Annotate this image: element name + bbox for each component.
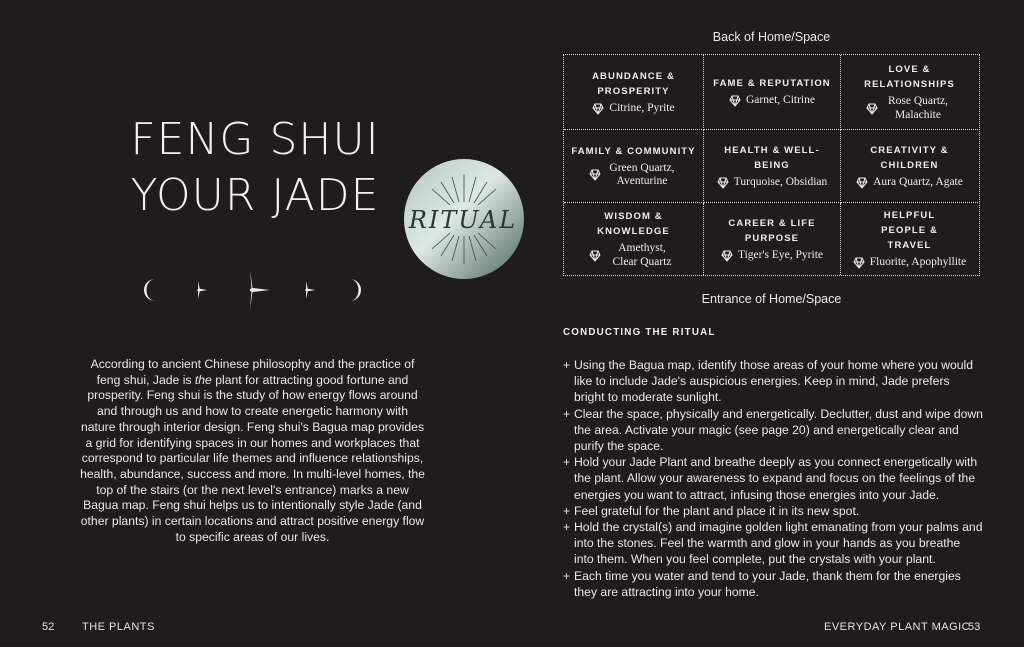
crystal-icon [853, 257, 865, 269]
page-number-left: 52 [42, 621, 55, 633]
bullet-plus-icon: + [563, 358, 571, 372]
title-line-2: YOUR JADE [130, 170, 380, 221]
bagua-cell [704, 203, 841, 275]
running-head-left: THE PLANTS [82, 621, 155, 633]
bagua-cell-title: HEALTH & WELL-BEING [724, 144, 820, 171]
bagua-map [563, 54, 980, 276]
celestial-ornament [140, 268, 365, 312]
bagua-bottom-caption: Entrance of Home/Space [701, 292, 842, 306]
bullet-plus-icon: + [563, 503, 571, 518]
bagua-cell-title: HELPFUL PEOPLE & TRAVEL [881, 210, 938, 252]
list-item [563, 519, 983, 568]
running-head-right: EVERYDAY PLANT MAGIC [824, 621, 971, 633]
crystal-icon [589, 169, 601, 181]
crystal-icon [856, 177, 868, 189]
bagua-cell [841, 130, 978, 203]
bagua-cell-stones: Fluorite, Apophyllite [869, 256, 967, 269]
ritual-heading: CONDUCTING THE RITUAL [563, 327, 716, 338]
crystal-icon [589, 250, 601, 262]
ritual-seal [400, 158, 526, 280]
bagua-cell-title: CAREER & LIFE PURPOSE [728, 217, 816, 244]
bagua-cell [841, 203, 978, 275]
bagua-cell-stones: Amethyst, Clear Quartz [612, 242, 672, 268]
crystal-icon [717, 177, 729, 189]
page-number-right: 53 [968, 621, 981, 633]
bagua-cell [564, 130, 704, 203]
step-text: Using the Bagua map, identify those areas of your home where you would like to include Jade's auspicious energies. Keep in mind, Jade prefers bright to moderate sunlight. [574, 358, 974, 405]
bagua-cell-stones: Aura Quartz, Agate [873, 175, 963, 188]
bagua-cell-stones: Green Quartz, Aventurine [609, 161, 675, 187]
intro-emphasis: the [194, 372, 212, 387]
crystal-icon [866, 103, 878, 115]
star-small-right-icon [305, 281, 315, 299]
bagua-cell-stones: Rose Quartz, Malachite [887, 95, 949, 121]
bullet-plus-icon: + [563, 568, 571, 583]
crystal-icon [721, 250, 733, 262]
bagua-cell [564, 55, 704, 130]
step-text: Hold the crystal(s) and imagine golden light emanating from your palms and into the stones. Feel the warmth and glow in your hands as you breathe into them. When you feel complete, put the crystals with your plant. [574, 520, 983, 567]
bullet-plus-icon: + [563, 455, 571, 470]
list-item [563, 454, 983, 503]
intro-text-before: According to ancient Chinese philosophy and the practice of feng shui, Jade is [90, 357, 415, 387]
step-text: Hold your Jade Plant and breathe deeply as you connect energetically with the plant. Allow your awareness to expand and focus on the feelings of the energies you want to attract, infusing those energies into your Jade. [574, 455, 978, 502]
bagua-cell-title: WISDOM & KNOWLEDGE [597, 211, 670, 237]
page-title [100, 112, 410, 224]
list-item [563, 568, 983, 600]
bullet-plus-icon: + [563, 520, 571, 535]
bagua-cell-title: FAMILY & COMMUNITY [571, 145, 696, 157]
bagua-cell-title: CREATIVITY & CHILDREN [870, 144, 949, 171]
bagua-cell-stones: Garnet, Citrine [746, 94, 815, 107]
intro-paragraph [80, 357, 425, 545]
crystal-icon [592, 103, 604, 115]
bagua-cell-stones: Tiger's Eye, Pyrite [737, 248, 824, 261]
crystal-icon [729, 95, 741, 107]
step-text: Each time you water and tend to your Jade, thank them for the energies they are attracting into your home. [574, 568, 961, 599]
bagua-cell-title: LOVE & RELATIONSHIPS [864, 64, 955, 90]
star-large-center-icon [250, 270, 270, 310]
bagua-cell-stones: Turquoise, Obsidian [733, 175, 828, 188]
title-line-1: FENG SHUI [130, 114, 380, 165]
star-small-left-icon [197, 281, 207, 299]
bagua-cell-title: ABUNDANCE & PROSPERITY [592, 70, 675, 97]
bagua-cell-stones: Citrine, Pyrite [609, 101, 675, 114]
bagua-cell [564, 203, 704, 275]
crescent-moon-right-icon [350, 279, 361, 301]
ritual-steps [563, 357, 983, 600]
bullet-plus-icon: + [563, 406, 571, 421]
list-item [563, 503, 983, 519]
step-text: Feel grateful for the plant and place it in its new spot. [574, 503, 860, 518]
intro-text-after: plant for attracting good fortune and prosperity. Feng shui is the study of how energy flows around and through us and how to create energetic harmony with nature through interior design. Feng shui's Bagua map provides a grid for identifying spaces in our homes and workplaces that correspond to particular life themes and influence relationships, health, abundance, success and more. In multi-level homes, the top of the stairs (or the next level's entrance) marks a new Bagua map. Feng shui helps us to intentionally style Jade (and other plants) in certain locations and attract positive energy flow to specific areas of our lives. [80, 372, 425, 544]
list-item [563, 357, 983, 406]
bagua-cell [704, 55, 841, 130]
step-text: Clear the space, physically and energetically. Declutter, dust and wipe down the area. Activate your magic (see page 20) and energetically clear and purify the space. [574, 406, 983, 454]
bagua-top-caption: Back of Home/Space [712, 30, 831, 44]
bagua-cell-title: FAME & REPUTATION [713, 78, 831, 90]
bagua-cell [841, 55, 978, 130]
crescent-moon-left-icon [144, 279, 155, 301]
seal-label: RITUAL [408, 206, 518, 234]
bagua-cell [704, 130, 841, 203]
list-item [563, 406, 983, 455]
